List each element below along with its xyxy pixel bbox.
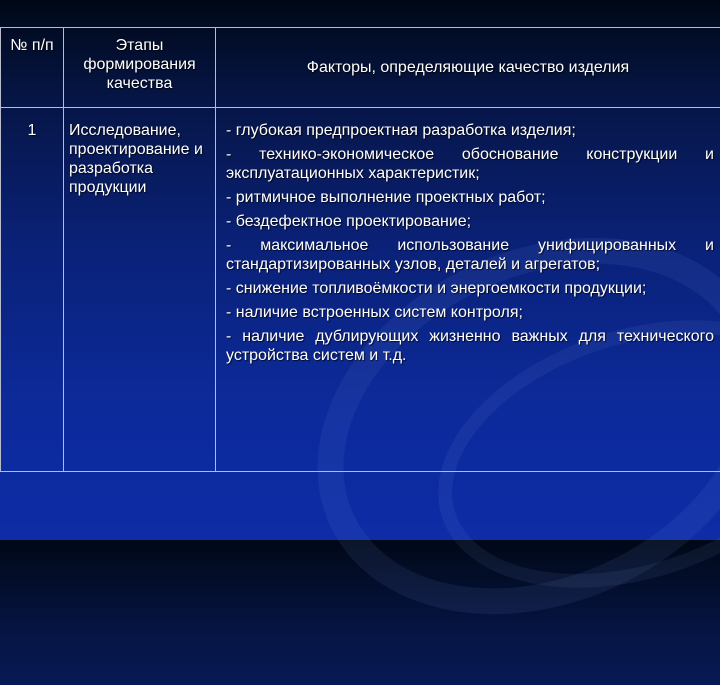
factor-item: - технико-экономическое обоснование конструкции и эксплуатационных характеристик; — [226, 145, 714, 183]
row-stage-cell: Исследование, проектирование и разработка продукции — [64, 108, 216, 472]
header-number-cell: № п/п — [1, 28, 64, 108]
row-factors-cell — [216, 108, 720, 472]
factor-item: - максимальное использование унифицированных и стандартизированных узлов, деталей и агрегатов; — [226, 236, 714, 274]
factor-item: - бездефектное проектирование; — [226, 212, 714, 231]
header-factors-cell: Факторы, определяющие качество изделия — [216, 28, 720, 108]
factor-item: - снижение топливоёмкости и энергоемкости продукции; — [226, 279, 714, 298]
table-row — [1, 108, 720, 472]
factor-item: - наличие дублирующих жизненно важных для технического устройства систем и т.д. — [226, 327, 714, 365]
table-header-row — [1, 28, 720, 108]
factor-item: - глубокая предпроектная разработка изделия; — [226, 121, 714, 140]
quality-factors-table — [0, 27, 720, 472]
header-stage-cell: Этапы формирования качества — [64, 28, 216, 108]
row-number-cell: 1 — [1, 108, 64, 472]
factor-item: - наличие встроенных систем контроля; — [226, 303, 714, 322]
factor-item: - ритмичное выполнение проектных работ; — [226, 188, 714, 207]
